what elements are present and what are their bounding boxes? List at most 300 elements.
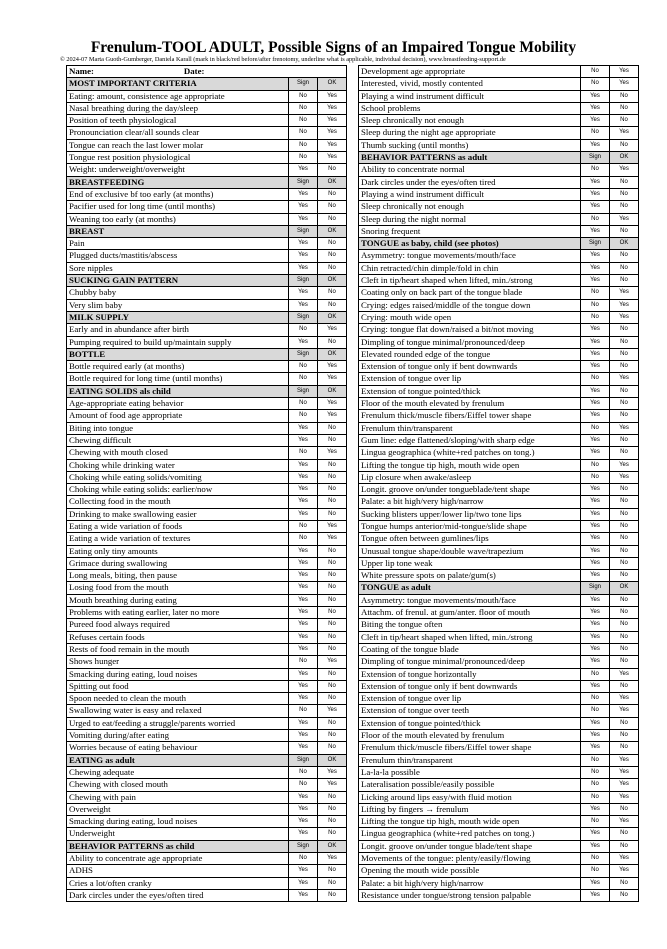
sign-option-cell[interactable]: Yes [581, 828, 610, 840]
criterion-row [359, 373, 639, 385]
ok-option-cell[interactable]: Yes [610, 127, 639, 139]
criterion-label: Thumb sucking (until months) [359, 139, 581, 151]
ok-option-cell[interactable]: No [318, 201, 347, 213]
criterion-label: Dark circles under the eyes/often tired [359, 176, 581, 188]
sign-option-cell[interactable]: Yes [581, 410, 610, 422]
sign-option-cell[interactable]: No [289, 102, 318, 114]
ok-option-cell[interactable]: No [318, 250, 347, 262]
sign-option-cell[interactable]: No [289, 656, 318, 668]
sign-option-cell[interactable]: Yes [581, 434, 610, 446]
sign-option-cell[interactable]: No [581, 299, 610, 311]
sign-option-cell[interactable]: Yes [289, 803, 318, 815]
ok-option-cell[interactable]: No [610, 520, 639, 532]
sign-option-cell[interactable]: No [289, 398, 318, 410]
criterion-row [67, 238, 347, 250]
sign-option-cell[interactable]: No [581, 705, 610, 717]
name-date-cell[interactable] [67, 66, 347, 78]
ok-option-cell[interactable]: Yes [610, 213, 639, 225]
criterion-row [67, 877, 347, 889]
ok-option-cell[interactable]: No [610, 877, 639, 889]
criterion-label: Snoring frequent [359, 225, 581, 237]
ok-option-cell[interactable]: Yes [610, 779, 639, 791]
sign-option-cell[interactable]: No [581, 865, 610, 877]
sign-option-cell[interactable]: Yes [289, 717, 318, 729]
sign-option-cell[interactable]: No [289, 853, 318, 865]
ok-option-cell[interactable]: No [318, 484, 347, 496]
sign-option-cell[interactable]: No [581, 373, 610, 385]
criterion-label: Floor of the mouth elevated by frenulum [359, 730, 581, 742]
sign-option-cell[interactable]: Yes [289, 594, 318, 606]
sign-option-cell[interactable]: Yes [581, 717, 610, 729]
ok-option-cell[interactable]: Yes [318, 398, 347, 410]
criterion-row [359, 496, 639, 508]
sign-option-cell[interactable]: No [581, 422, 610, 434]
criterion-label: Upper lip tone weak [359, 557, 581, 569]
ok-option-cell[interactable]: Yes [318, 152, 347, 164]
sign-option-cell[interactable]: Yes [581, 631, 610, 643]
criterion-label: End of exclusive bf too early (at months) [67, 188, 289, 200]
ok-option-cell[interactable]: No [610, 730, 639, 742]
sign-option-cell[interactable]: No [289, 127, 318, 139]
ok-column-header: OK [318, 348, 347, 360]
sign-option-cell[interactable]: Yes [289, 607, 318, 619]
ok-option-cell[interactable]: No [318, 619, 347, 631]
sign-option-cell[interactable]: Yes [581, 361, 610, 373]
sign-option-cell[interactable]: Yes [289, 250, 318, 262]
sign-option-cell[interactable]: Yes [581, 520, 610, 532]
ok-option-cell[interactable]: No [318, 238, 347, 250]
ok-option-cell[interactable]: Yes [318, 115, 347, 127]
sign-option-cell[interactable]: No [581, 164, 610, 176]
sign-option-cell[interactable]: Yes [289, 262, 318, 274]
section-title: BEHAVIOR PATTERNS as adult [359, 152, 581, 164]
sign-option-cell[interactable]: Yes [289, 434, 318, 446]
criterion-row [67, 164, 347, 176]
ok-option-cell[interactable]: No [318, 803, 347, 815]
ok-option-cell[interactable]: No [610, 90, 639, 102]
criterion-row [359, 607, 639, 619]
sign-option-cell[interactable]: No [289, 152, 318, 164]
sign-option-cell[interactable]: No [289, 779, 318, 791]
document-title: Frenulum-TOOL ADULT, Possible Signs of an Impaired Tongue Mobility [90, 39, 577, 56]
section-title: BOTTLE [67, 348, 289, 360]
criterion-row [67, 434, 347, 446]
sign-option-cell[interactable]: Yes [581, 889, 610, 901]
sign-option-cell[interactable]: Yes [289, 496, 318, 508]
ok-option-cell[interactable]: No [318, 508, 347, 520]
ok-option-cell[interactable]: No [318, 299, 347, 311]
sign-option-cell[interactable]: Yes [289, 680, 318, 692]
ok-option-cell[interactable]: Yes [318, 656, 347, 668]
sign-option-cell[interactable]: Yes [581, 250, 610, 262]
ok-option-cell[interactable]: Yes [610, 766, 639, 778]
sign-option-cell[interactable]: Yes [581, 102, 610, 114]
criterion-row [359, 299, 639, 311]
sign-option-cell[interactable]: Yes [581, 496, 610, 508]
criterion-label: Extension of tongue pointed/thick [359, 717, 581, 729]
ok-option-cell[interactable]: No [610, 889, 639, 901]
ok-option-cell[interactable]: Yes [318, 90, 347, 102]
sign-option-cell[interactable]: Yes [289, 508, 318, 520]
ok-option-cell[interactable]: No [318, 668, 347, 680]
ok-option-cell[interactable]: No [610, 533, 639, 545]
ok-option-cell[interactable]: No [318, 889, 347, 901]
ok-option-cell[interactable]: Yes [318, 139, 347, 151]
ok-option-cell[interactable]: No [610, 570, 639, 582]
sign-option-cell[interactable]: Yes [289, 336, 318, 348]
sign-option-cell[interactable]: Yes [289, 287, 318, 299]
sign-option-cell[interactable]: Yes [581, 656, 610, 668]
sign-option-cell[interactable]: Yes [581, 742, 610, 754]
sign-option-cell[interactable]: Yes [581, 840, 610, 852]
ok-option-cell[interactable]: No [610, 336, 639, 348]
ok-option-cell[interactable]: Yes [318, 533, 347, 545]
criterion-row [359, 336, 639, 348]
sign-option-cell[interactable]: No [581, 66, 610, 78]
sign-option-cell[interactable]: Yes [581, 447, 610, 459]
ok-option-cell[interactable]: No [610, 398, 639, 410]
ok-option-cell[interactable]: No [610, 594, 639, 606]
sign-option-cell[interactable]: No [581, 754, 610, 766]
sign-option-cell[interactable]: Yes [289, 582, 318, 594]
ok-option-cell[interactable]: No [318, 336, 347, 348]
ok-option-cell[interactable]: No [610, 385, 639, 397]
sign-option-cell[interactable]: No [289, 520, 318, 532]
sign-option-cell[interactable]: No [289, 766, 318, 778]
ok-option-cell[interactable]: Yes [610, 422, 639, 434]
ok-option-cell[interactable]: No [610, 680, 639, 692]
ok-option-cell[interactable]: No [610, 225, 639, 237]
sign-option-cell[interactable]: Yes [581, 90, 610, 102]
ok-option-cell[interactable]: Yes [318, 705, 347, 717]
sign-option-cell[interactable]: No [289, 410, 318, 422]
sign-option-cell[interactable]: Yes [289, 213, 318, 225]
sign-option-cell[interactable]: No [289, 139, 318, 151]
sign-option-cell[interactable]: No [581, 853, 610, 865]
ok-option-cell[interactable]: No [610, 434, 639, 446]
sign-option-cell[interactable]: Yes [581, 545, 610, 557]
sign-option-cell[interactable]: Yes [581, 803, 610, 815]
ok-option-cell[interactable]: No [610, 324, 639, 336]
ok-option-cell[interactable]: Yes [610, 668, 639, 680]
sign-option-cell[interactable]: Yes [289, 730, 318, 742]
sign-option-cell[interactable]: No [581, 78, 610, 90]
ok-option-cell[interactable]: No [610, 447, 639, 459]
sign-option-cell[interactable]: Yes [289, 693, 318, 705]
ok-option-cell[interactable]: No [318, 828, 347, 840]
criterion-label: Lifting by fingers → frenulum [359, 803, 581, 815]
ok-option-cell[interactable]: No [610, 545, 639, 557]
ok-option-cell[interactable]: No [610, 139, 639, 151]
ok-option-cell[interactable]: No [610, 275, 639, 287]
sign-option-cell[interactable]: Yes [581, 201, 610, 213]
ok-option-cell[interactable]: No [318, 422, 347, 434]
sign-option-cell[interactable]: Yes [581, 533, 610, 545]
ok-option-cell[interactable]: Yes [610, 705, 639, 717]
ok-option-cell[interactable]: No [610, 250, 639, 262]
ok-option-cell[interactable]: No [610, 840, 639, 852]
sign-option-cell[interactable]: Yes [289, 484, 318, 496]
sign-option-cell[interactable]: Yes [289, 791, 318, 803]
ok-option-cell[interactable]: No [318, 188, 347, 200]
sign-option-cell[interactable]: Yes [289, 889, 318, 901]
ok-option-cell[interactable]: No [318, 213, 347, 225]
sign-option-cell[interactable]: Yes [289, 816, 318, 828]
ok-option-cell[interactable]: No [318, 164, 347, 176]
ok-option-cell[interactable]: Yes [610, 78, 639, 90]
ok-option-cell[interactable]: No [318, 742, 347, 754]
ok-option-cell[interactable]: No [318, 557, 347, 569]
ok-option-cell[interactable]: No [318, 865, 347, 877]
ok-option-cell[interactable]: Yes [318, 361, 347, 373]
ok-option-cell[interactable]: Yes [610, 287, 639, 299]
section-title: TONGUE as adult [359, 582, 581, 594]
ok-option-cell[interactable]: Yes [610, 853, 639, 865]
sign-option-cell[interactable]: No [581, 779, 610, 791]
criterion-row [67, 742, 347, 754]
criterion-row [67, 213, 347, 225]
ok-option-cell[interactable]: No [318, 594, 347, 606]
ok-option-cell[interactable]: Yes [610, 865, 639, 877]
ok-option-cell[interactable]: Yes [318, 373, 347, 385]
ok-option-cell[interactable]: No [318, 717, 347, 729]
sign-option-cell[interactable]: Yes [581, 730, 610, 742]
sign-option-cell[interactable]: Yes [581, 176, 610, 188]
sign-option-cell[interactable]: Yes [289, 668, 318, 680]
sign-option-cell[interactable]: No [289, 115, 318, 127]
criterion-row [359, 311, 639, 323]
sign-option-cell[interactable]: No [581, 693, 610, 705]
ok-option-cell[interactable]: No [610, 176, 639, 188]
criterion-label: Tongue rest position physiological [67, 152, 289, 164]
ok-option-cell[interactable]: No [610, 201, 639, 213]
criterion-row [359, 693, 639, 705]
ok-option-cell[interactable]: No [610, 656, 639, 668]
sign-option-cell[interactable]: Yes [289, 201, 318, 213]
criterion-row [359, 102, 639, 114]
sign-option-cell[interactable]: No [581, 287, 610, 299]
ok-option-cell[interactable]: No [610, 361, 639, 373]
ok-option-cell[interactable]: Yes [318, 410, 347, 422]
sign-option-cell[interactable]: Yes [581, 336, 610, 348]
sign-option-cell[interactable]: No [581, 459, 610, 471]
ok-option-cell[interactable]: Yes [318, 520, 347, 532]
ok-option-cell[interactable]: No [318, 730, 347, 742]
sign-option-cell[interactable]: Yes [581, 508, 610, 520]
sign-option-cell[interactable]: No [581, 791, 610, 803]
sign-option-cell[interactable]: Yes [581, 570, 610, 582]
sign-option-cell[interactable]: Yes [289, 459, 318, 471]
sign-option-cell[interactable]: Yes [289, 188, 318, 200]
criterion-row [67, 816, 347, 828]
ok-option-cell[interactable]: No [610, 188, 639, 200]
sign-option-cell[interactable]: No [581, 127, 610, 139]
ok-option-cell[interactable]: No [610, 631, 639, 643]
ok-column-header: OK [610, 152, 639, 164]
ok-option-cell[interactable]: No [610, 262, 639, 274]
sign-option-cell[interactable]: Yes [581, 275, 610, 287]
ok-option-cell[interactable]: No [318, 459, 347, 471]
criterion-row [67, 705, 347, 717]
ok-option-cell[interactable]: No [610, 348, 639, 360]
criterion-label: Worries because of eating behaviour [67, 742, 289, 754]
sign-option-cell[interactable]: No [581, 816, 610, 828]
ok-option-cell[interactable]: No [318, 545, 347, 557]
ok-option-cell[interactable]: Yes [610, 311, 639, 323]
sign-option-cell[interactable]: Yes [581, 877, 610, 889]
sign-option-cell[interactable]: Yes [581, 324, 610, 336]
sign-option-cell[interactable]: Yes [289, 865, 318, 877]
ok-option-cell[interactable]: Yes [610, 754, 639, 766]
criterion-label: Lifting the tongue tip high, mouth wide open [359, 459, 581, 471]
sign-option-cell[interactable]: Yes [581, 188, 610, 200]
ok-option-cell[interactable]: Yes [610, 66, 639, 78]
sign-option-cell[interactable]: Yes [581, 484, 610, 496]
criterion-label: Lingua geographica (white+red patches on tong.) [359, 828, 581, 840]
sign-option-cell[interactable]: No [289, 447, 318, 459]
ok-option-cell[interactable]: No [318, 496, 347, 508]
sign-option-cell[interactable]: No [289, 373, 318, 385]
criterion-row [359, 570, 639, 582]
sign-option-cell[interactable]: Yes [289, 742, 318, 754]
sign-column-header: Sign [581, 152, 610, 164]
section-header-row [67, 311, 347, 323]
ok-option-cell[interactable]: Yes [610, 693, 639, 705]
criterion-label: Coating of the tongue blade [359, 643, 581, 655]
ok-option-cell[interactable]: Yes [318, 779, 347, 791]
ok-option-cell[interactable]: Yes [318, 766, 347, 778]
sign-option-cell[interactable]: Yes [289, 557, 318, 569]
ok-option-cell[interactable]: Yes [318, 853, 347, 865]
ok-option-cell[interactable]: No [318, 471, 347, 483]
sign-option-cell[interactable]: Yes [581, 398, 610, 410]
ok-option-cell[interactable]: No [610, 607, 639, 619]
ok-option-cell[interactable]: No [318, 631, 347, 643]
sign-option-cell[interactable]: Yes [289, 631, 318, 643]
sign-option-cell[interactable]: Yes [581, 680, 610, 692]
ok-option-cell[interactable]: Yes [318, 102, 347, 114]
ok-option-cell[interactable]: No [610, 803, 639, 815]
sign-option-cell[interactable]: Yes [581, 225, 610, 237]
sign-option-cell[interactable]: Yes [289, 619, 318, 631]
ok-option-cell[interactable]: No [318, 877, 347, 889]
criterion-label: Biting the tongue often [359, 619, 581, 631]
criterion-row [67, 668, 347, 680]
ok-option-cell[interactable]: No [610, 643, 639, 655]
sign-option-cell[interactable]: Yes [289, 545, 318, 557]
ok-option-cell[interactable]: Yes [610, 459, 639, 471]
criterion-row [67, 459, 347, 471]
sign-option-cell[interactable]: Yes [289, 422, 318, 434]
sign-option-cell[interactable]: Yes [581, 594, 610, 606]
left-criteria-table [66, 65, 347, 902]
ok-option-cell[interactable]: No [610, 496, 639, 508]
criterion-label: Position of teeth physiological [67, 115, 289, 127]
ok-option-cell[interactable]: Yes [610, 816, 639, 828]
ok-option-cell[interactable]: No [318, 582, 347, 594]
ok-option-cell[interactable]: No [610, 115, 639, 127]
criterion-row [359, 865, 639, 877]
sign-option-cell[interactable]: No [289, 90, 318, 102]
ok-option-cell[interactable]: No [610, 828, 639, 840]
sign-option-cell[interactable]: Yes [289, 877, 318, 889]
criterion-label: Tongue humps anterior/mid-tongue/slide shape [359, 520, 581, 532]
sign-option-cell[interactable]: Yes [581, 262, 610, 274]
sign-option-cell[interactable]: Yes [581, 643, 610, 655]
ok-option-cell[interactable]: No [318, 570, 347, 582]
section-title: EATING as adult [67, 754, 289, 766]
ok-column-header: OK [318, 840, 347, 852]
sign-option-cell[interactable]: Yes [289, 643, 318, 655]
ok-option-cell[interactable]: Yes [610, 164, 639, 176]
criterion-label: Extension of tongue only if bent downwards [359, 680, 581, 692]
criterion-row [359, 447, 639, 459]
sign-option-cell[interactable]: Yes [289, 299, 318, 311]
sign-option-cell[interactable]: No [289, 324, 318, 336]
ok-option-cell[interactable]: Yes [610, 373, 639, 385]
ok-option-cell[interactable]: No [318, 643, 347, 655]
ok-option-cell[interactable]: No [318, 791, 347, 803]
sign-option-cell[interactable]: Yes [581, 139, 610, 151]
ok-option-cell[interactable]: Yes [610, 299, 639, 311]
sign-option-cell[interactable]: No [289, 361, 318, 373]
sign-option-cell[interactable]: No [581, 766, 610, 778]
sign-option-cell[interactable]: No [581, 311, 610, 323]
sign-option-cell[interactable]: No [581, 213, 610, 225]
ok-option-cell[interactable]: No [610, 742, 639, 754]
sign-option-cell[interactable]: Yes [289, 570, 318, 582]
sign-option-cell[interactable]: No [581, 668, 610, 680]
ok-option-cell[interactable]: No [318, 607, 347, 619]
ok-option-cell[interactable]: No [318, 816, 347, 828]
sign-option-cell[interactable]: Yes [581, 115, 610, 127]
sign-option-cell[interactable]: Yes [581, 348, 610, 360]
criterion-row [67, 865, 347, 877]
sign-option-cell[interactable]: Yes [289, 471, 318, 483]
sign-option-cell[interactable]: Yes [581, 607, 610, 619]
ok-option-cell[interactable]: No [318, 287, 347, 299]
ok-option-cell[interactable]: Yes [318, 324, 347, 336]
sign-option-cell[interactable]: Yes [289, 164, 318, 176]
ok-option-cell[interactable]: Yes [318, 447, 347, 459]
criterion-label: Sleep during the night normal [359, 213, 581, 225]
criterion-label: Sleep during the night age appropriate [359, 127, 581, 139]
sign-option-cell[interactable]: Yes [581, 619, 610, 631]
ok-option-cell[interactable]: Yes [610, 471, 639, 483]
sign-option-cell[interactable]: Yes [581, 385, 610, 397]
ok-option-cell[interactable]: No [318, 693, 347, 705]
sign-option-cell[interactable]: Yes [289, 828, 318, 840]
ok-option-cell[interactable]: No [318, 262, 347, 274]
ok-option-cell[interactable]: No [610, 102, 639, 114]
ok-option-cell[interactable]: No [610, 508, 639, 520]
sign-option-cell[interactable]: No [289, 533, 318, 545]
sign-option-cell[interactable]: Yes [581, 557, 610, 569]
ok-option-cell[interactable]: No [610, 484, 639, 496]
sign-option-cell[interactable]: No [581, 471, 610, 483]
criterion-label: Crying: tongue flat down/raised a bit/not moving [359, 324, 581, 336]
ok-option-cell[interactable]: Yes [610, 791, 639, 803]
sign-option-cell[interactable]: Yes [289, 238, 318, 250]
ok-option-cell[interactable]: No [610, 717, 639, 729]
ok-option-cell[interactable]: No [610, 557, 639, 569]
ok-option-cell[interactable]: Yes [318, 127, 347, 139]
ok-option-cell[interactable]: No [318, 680, 347, 692]
sign-option-cell[interactable]: No [289, 705, 318, 717]
ok-option-cell[interactable]: No [610, 619, 639, 631]
ok-option-cell[interactable]: No [610, 410, 639, 422]
ok-option-cell[interactable]: No [318, 434, 347, 446]
